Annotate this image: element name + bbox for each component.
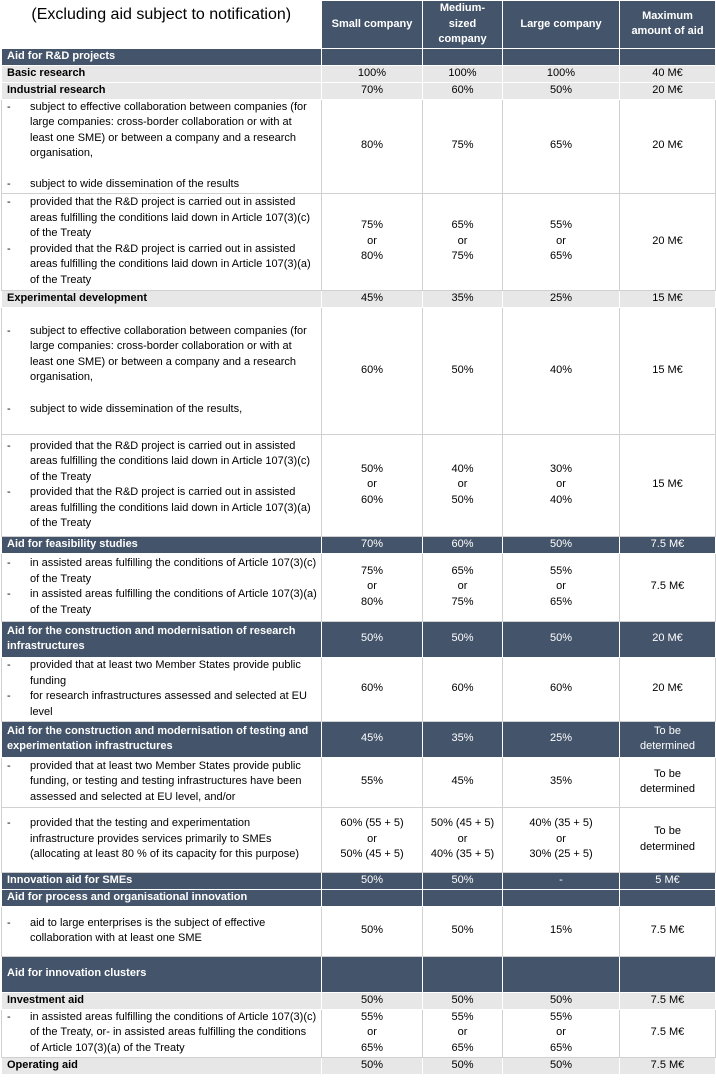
condition-cell	[2, 807, 322, 872]
value: 30%	[549, 462, 573, 475]
cell-large: 15%	[503, 906, 620, 956]
cell-large: 50%	[503, 536, 620, 553]
cell-small: 50%	[322, 872, 423, 889]
cell-large	[503, 553, 620, 621]
list-item	[2, 485, 321, 532]
or-text: or	[367, 478, 377, 491]
bullet-dash: -	[7, 916, 11, 929]
section-row	[2, 621, 716, 657]
col-header-max	[620, 1, 716, 49]
cell-max: 20 M€	[620, 657, 716, 721]
list-item	[2, 759, 321, 806]
value: determined	[639, 783, 696, 795]
cell-large: 40%	[503, 307, 620, 434]
cell-medium: 75%	[423, 99, 503, 193]
col-header-large: Large company	[503, 1, 620, 49]
list-item	[2, 1010, 321, 1057]
value: 80%	[360, 595, 384, 608]
col-header-medium	[423, 1, 503, 49]
col-header-small: Small company	[322, 1, 423, 49]
or-text: or	[556, 832, 566, 845]
value: 50% (45 + 5)	[430, 817, 495, 830]
cell-medium: 45%	[423, 757, 503, 807]
cell-small: 45%	[322, 721, 423, 757]
cell-large: 35%	[503, 757, 620, 807]
cell-max	[620, 757, 716, 807]
cell-small	[322, 434, 423, 536]
value: 55%	[549, 564, 573, 577]
or-text: or	[457, 832, 468, 845]
condition-cell	[2, 906, 322, 956]
cell-max: 7.5 M€	[620, 906, 716, 956]
cell-small: 45%	[322, 290, 423, 307]
or-text: or	[367, 832, 377, 845]
or-text: or	[367, 234, 377, 247]
cell-small	[322, 553, 423, 621]
list-item-text: provided that the R&D project is carried out in assisted areas fulfilling the conditions laid down in Article 107(3)(a) of the Treaty	[30, 242, 311, 286]
value: 30% (25 + 5)	[529, 848, 593, 861]
value: 75%	[451, 595, 474, 608]
cell-medium: 60%	[423, 657, 503, 721]
table-row	[2, 65, 716, 82]
section-label: Aid for process and organisational innovation	[2, 889, 322, 906]
list-item	[2, 324, 321, 386]
cell-medium	[423, 193, 503, 290]
cell-max: 7.5 M€	[620, 536, 716, 553]
cell-small: 100%	[322, 65, 423, 82]
condition-cell	[2, 434, 322, 536]
cell-medium: 50%	[423, 992, 503, 1009]
cell-max: 20 M€	[620, 193, 716, 290]
col-header-max-line1: Maximum	[642, 9, 693, 22]
section-row	[2, 956, 716, 992]
table-row	[2, 193, 716, 290]
value: 50%	[360, 462, 384, 475]
cell-max: 7.5 M€	[620, 1057, 716, 1074]
section-row	[2, 48, 716, 65]
header-row	[2, 1, 716, 49]
value: determined	[639, 840, 696, 853]
value: 60%	[360, 493, 384, 506]
list-item-text: aid to large enterprises is the subject of effective collaboration with at least one SME	[30, 916, 266, 944]
table-row	[2, 290, 716, 307]
cell-max: 20 M€	[620, 621, 716, 657]
or-text: or	[556, 234, 566, 247]
section-row	[2, 889, 716, 906]
list-item	[2, 587, 321, 618]
value: 75%	[360, 564, 384, 577]
table-title: (Excluding aid subject to notification)	[2, 1, 322, 49]
value: 65%	[451, 564, 474, 577]
table-row	[2, 657, 716, 721]
row-label: Basic research	[2, 65, 322, 82]
cell-small: 55%	[322, 757, 423, 807]
bullet-dash: -	[7, 659, 11, 671]
list-item	[2, 916, 321, 947]
row-label: Industrial research	[2, 82, 322, 99]
table-row	[2, 82, 716, 99]
cell-medium: 50%	[423, 621, 503, 657]
cell-max: 20 M€	[620, 99, 716, 193]
cell-max: 40 M€	[620, 65, 716, 82]
table-row	[2, 434, 716, 536]
cell-large: 100%	[503, 65, 620, 82]
or-text: or	[457, 580, 468, 593]
bullet-dash: -	[7, 324, 11, 337]
value: 75%	[451, 250, 474, 263]
value: 40% (35 + 5)	[529, 817, 593, 830]
condition-cell	[2, 757, 322, 807]
section-label: Aid for the construction and modernisation of research infrastructures	[2, 621, 322, 657]
bullet-dash: -	[7, 196, 11, 208]
cell-small: 50%	[322, 992, 423, 1009]
cell-small: 50%	[322, 906, 423, 956]
cell-medium: 35%	[423, 721, 503, 757]
cell-medium: 100%	[423, 65, 503, 82]
table-row	[2, 807, 716, 872]
value: 55%	[451, 1010, 474, 1023]
value: 40% (35 + 5)	[430, 848, 495, 861]
cell-small: 50%	[322, 621, 423, 657]
cell-max: 15 M€	[620, 307, 716, 434]
list-item	[2, 242, 321, 289]
cell-max: 7.5 M€	[620, 992, 716, 1009]
value: 50% (45 + 5)	[340, 848, 404, 861]
section-label: Aid for R&D projects	[2, 48, 322, 65]
cell-small: 50%	[322, 1057, 423, 1074]
cell-max	[620, 721, 716, 757]
list-item-text: provided that at least two Member States provide public funding, or testing and testing infrastructures have been assessed and selected at EU level, and/or	[30, 759, 302, 803]
list-item-text: in assisted areas fulfilling the conditions of Article 107(3)(c) of the Treaty, or- in assisted areas fulfilling the conditions of Article 107(3)(a) of the Treaty	[30, 1010, 317, 1054]
value: 60% (55 + 5)	[340, 817, 404, 830]
section-label: Aid for feasibility studies	[2, 536, 322, 553]
aid-intensity-table	[1, 0, 716, 1075]
section-label: Innovation aid for SMEs	[2, 872, 322, 889]
cell-max	[620, 807, 716, 872]
cell-small: 70%	[322, 536, 423, 553]
bullet-dash: -	[7, 100, 11, 113]
list-item	[2, 195, 321, 242]
value: 65%	[360, 1041, 384, 1054]
list-item-text: provided that at least two Member States provide public funding	[30, 659, 301, 687]
table-row	[2, 99, 716, 193]
cell-max: 15 M€	[620, 290, 716, 307]
cell-max: 7.5 M€	[620, 553, 716, 621]
list-item-text: provided that the R&D project is carried out in assisted areas fulfilling the conditions laid down in Article 107(3)(c) of the Treaty	[30, 196, 311, 239]
table-row	[2, 906, 716, 956]
cell-medium: 50%	[423, 906, 503, 956]
col-header-medium-line3: company	[438, 33, 487, 45]
list-item-text: in assisted areas fulfilling the conditions of Article 107(3)(a) of the Treaty	[30, 588, 317, 616]
list-item-text: subject to wide dissemination of the results,	[30, 402, 243, 415]
list-item-text: provided that the R&D project is carried out in assisted areas fulfilling the conditions laid down in Article 107(3)(a) of the Treaty	[30, 486, 311, 529]
bullet-dash: -	[7, 486, 11, 498]
cell-small: 60%	[322, 307, 423, 434]
col-header-medium-line1: Medium-	[439, 2, 486, 14]
section-label: Aid for the construction and modernisation of testing and experimentation infrastructures	[2, 721, 322, 757]
value: 55%	[549, 219, 573, 232]
condition-cell	[2, 99, 322, 193]
list-item-text: for research infrastructures assessed and selected at EU level	[30, 690, 307, 718]
cell-large	[503, 193, 620, 290]
cell-large	[503, 1009, 620, 1057]
cell-large: 50%	[503, 992, 620, 1009]
or-text: or	[457, 1026, 468, 1039]
list-item	[2, 177, 321, 193]
table-row	[2, 1009, 716, 1057]
cell-max: 15 M€	[620, 434, 716, 536]
value: 65%	[549, 250, 573, 263]
cell-medium: 50%	[423, 307, 503, 434]
value: To be	[654, 724, 681, 737]
or-text: or	[556, 580, 566, 593]
cell-large: 25%	[503, 290, 620, 307]
cell-small	[322, 193, 423, 290]
value: 65%	[451, 219, 474, 232]
cell-large	[503, 434, 620, 536]
cell-medium	[423, 553, 503, 621]
bullet-dash: -	[7, 402, 11, 415]
cell-medium: 50%	[423, 1057, 503, 1074]
value: 40%	[549, 493, 573, 506]
list-item	[2, 439, 321, 486]
cell-large: 50%	[503, 1057, 620, 1074]
bullet-dash: -	[7, 588, 11, 600]
section-label: Aid for innovation clusters	[2, 956, 322, 992]
list-item-text: provided that the testing and experimentation infrastructure provides services primarily to SMEs (allocating at least 80 % of its capacity for this purpose)	[30, 817, 300, 861]
condition-cell	[2, 553, 322, 621]
cell-large: 25%	[503, 721, 620, 757]
list-item	[2, 402, 321, 418]
list-item	[2, 658, 321, 689]
condition-cell	[2, 657, 322, 721]
cell-small: 70%	[322, 82, 423, 99]
cell-small	[322, 1009, 423, 1057]
cell-small: 80%	[322, 99, 423, 193]
list-item-text: subject to wide dissemination of the results	[30, 177, 240, 190]
or-text: or	[367, 580, 377, 593]
or-text: or	[457, 478, 468, 491]
cell-large: 50%	[503, 621, 620, 657]
cell-medium	[423, 807, 503, 872]
cell-medium	[423, 434, 503, 536]
value: 50%	[451, 493, 474, 506]
cell-medium: 50%	[423, 872, 503, 889]
col-header-max-line2: amount of aid	[631, 25, 704, 38]
value: 80%	[360, 250, 384, 263]
value: 40%	[451, 462, 474, 475]
or-text: or	[367, 1026, 377, 1039]
value: 65%	[549, 1041, 573, 1054]
table-row	[2, 757, 716, 807]
table-row	[2, 1057, 716, 1074]
list-item	[2, 816, 321, 863]
value: To be	[654, 825, 681, 837]
cell-max: 7.5 M€	[620, 1009, 716, 1057]
condition-cell	[2, 307, 322, 434]
condition-cell	[2, 193, 322, 290]
table-row	[2, 992, 716, 1009]
or-text: or	[556, 478, 566, 491]
list-item-text: provided that the R&D project is carried out in assisted areas fulfilling the conditions laid down in Article 107(3)(c) of the Treaty	[30, 439, 311, 483]
section-row	[2, 721, 716, 757]
bullet-dash: -	[7, 439, 11, 452]
cell-large: -	[503, 872, 620, 889]
bullet-dash: -	[7, 817, 11, 830]
section-row	[2, 872, 716, 889]
bullet-dash: -	[7, 759, 11, 772]
row-label: Investment aid	[2, 992, 322, 1009]
value: 65%	[549, 595, 573, 608]
bullet-dash: -	[7, 1010, 11, 1023]
cell-large: 65%	[503, 99, 620, 193]
bullet-dash: -	[7, 177, 11, 190]
cell-small: 60%	[322, 657, 423, 721]
row-label: Operating aid	[2, 1057, 322, 1074]
value: 55%	[360, 1010, 384, 1023]
cell-medium: 35%	[423, 290, 503, 307]
list-item	[2, 100, 321, 162]
or-text: or	[556, 1026, 566, 1039]
cell-medium: 60%	[423, 82, 503, 99]
value: To be	[654, 767, 681, 780]
cell-max: 20 M€	[620, 82, 716, 99]
col-header-medium-line2: sized	[448, 17, 477, 30]
table-row	[2, 553, 716, 621]
value: 55%	[549, 1010, 573, 1023]
value: 75%	[360, 219, 384, 232]
bullet-dash: -	[7, 557, 11, 569]
cell-large	[503, 807, 620, 872]
cell-large: 60%	[503, 657, 620, 721]
section-row	[2, 536, 716, 553]
value: determined	[639, 740, 696, 752]
cell-large: 50%	[503, 82, 620, 99]
list-item-text: subject to effective collaboration between companies (for large companies: cross-border collaboration or with at least one SME) or between a company and a research organisation,	[30, 324, 307, 384]
list-item	[2, 689, 321, 720]
or-text: or	[457, 234, 468, 247]
cell-medium: 60%	[423, 536, 503, 553]
table-row	[2, 307, 716, 434]
value: 65%	[451, 1041, 474, 1054]
row-label: Experimental development	[2, 290, 322, 307]
list-item-text: subject to effective collaboration between companies (for large companies: cross-border collaboration or with at least one SME) or between a company and a research organisation,	[30, 100, 307, 160]
list-item-text: in assisted areas fulfilling the conditions of Article 107(3)(c) of the Treaty	[30, 557, 317, 585]
cell-medium	[423, 1009, 503, 1057]
condition-cell	[2, 1009, 322, 1057]
bullet-dash: -	[7, 242, 11, 255]
bullet-dash: -	[7, 690, 11, 702]
cell-small	[322, 807, 423, 872]
list-item	[2, 556, 321, 587]
cell-max: 5 M€	[620, 872, 716, 889]
